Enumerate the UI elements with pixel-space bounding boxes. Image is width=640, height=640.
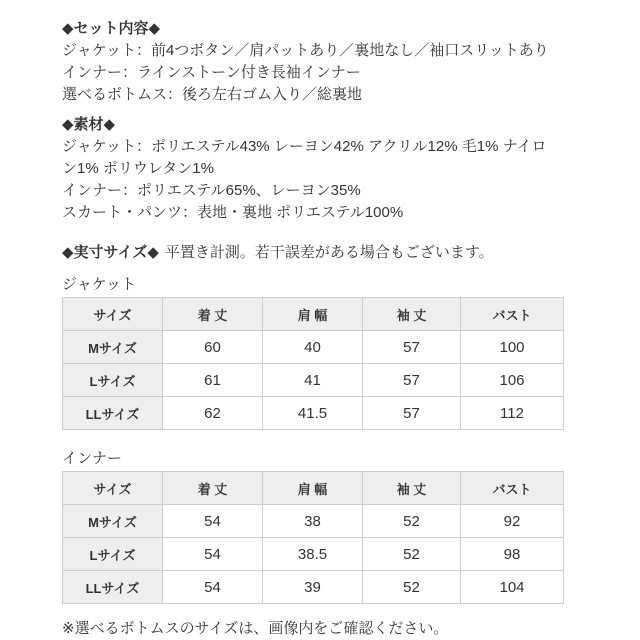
content-area — [62, 18, 558, 640]
measurement-cell: 41.5 — [263, 397, 363, 430]
measurement-cell: 104 — [461, 571, 564, 604]
measurement-note: 平置き計測。若干誤差がある場合もございます。 — [164, 244, 494, 261]
measurement-cell: 52 — [363, 538, 461, 571]
measurement-cell: 112 — [461, 397, 564, 430]
column-header-length: 着 丈 — [163, 298, 263, 331]
jacket-table-label: ジャケット — [62, 276, 136, 293]
size-row-label: LLサイズ — [63, 397, 163, 430]
table-header-row — [63, 298, 564, 331]
measurement-cell: 52 — [363, 571, 461, 604]
measurement-cell: 40 — [263, 331, 363, 364]
measurement-cell: 100 — [461, 331, 564, 364]
set-contents-heading: ◆セット内容◆ — [62, 20, 161, 37]
measurement-cell: 60 — [163, 331, 263, 364]
column-header-shoulder: 肩 幅 — [263, 298, 363, 331]
inner-table-label: インナー — [62, 450, 123, 467]
measurement-cell: 39 — [263, 571, 363, 604]
measurement-cell: 57 — [363, 331, 461, 364]
set-contents-jacket-line: ジャケット：前4つボタン／肩パットあり／裏地なし／袖口スリットあり — [62, 42, 549, 59]
actual-size-heading: ◆実寸サイズ◆ — [62, 244, 159, 261]
section-materials — [62, 114, 558, 224]
measurement-cell: 98 — [461, 538, 564, 571]
column-header-sleeve: 袖 丈 — [363, 298, 461, 331]
measurement-cell: 41 — [263, 364, 363, 397]
table-row — [63, 331, 564, 364]
measurement-cell: 38 — [263, 505, 363, 538]
column-header-sleeve: 袖 丈 — [363, 472, 461, 505]
measurement-cell: 54 — [163, 571, 263, 604]
measurement-cell: 38.5 — [263, 538, 363, 571]
measurement-cell: 57 — [363, 364, 461, 397]
section-set-contents — [62, 18, 558, 106]
measurement-cell: 61 — [163, 364, 263, 397]
measurement-cell: 106 — [461, 364, 564, 397]
size-row-label: Lサイズ — [63, 538, 163, 571]
materials-jacket-line: ジャケット：ポリエステル43% レーヨン42% アクリル12% 毛1% ナイロン1% ポリウレタン1% — [62, 138, 547, 177]
section-actual-sizes — [62, 242, 558, 640]
size-row-label: Mサイズ — [63, 331, 163, 364]
measurement-cell: 52 — [363, 505, 461, 538]
size-row-label: Mサイズ — [63, 505, 163, 538]
jacket-size-table — [62, 297, 564, 430]
actual-size-heading-line — [62, 242, 558, 264]
materials-skirt-pants-line: スカート・パンツ：表地・裏地 ポリエステル100% — [62, 204, 404, 221]
set-contents-inner-line: インナー：ラインストーン付き長袖インナー — [62, 64, 361, 81]
table-row — [63, 505, 564, 538]
table-header-row — [63, 472, 564, 505]
materials-heading: ◆素材◆ — [62, 116, 116, 133]
column-header-size: サイズ — [63, 298, 163, 331]
measurement-cell: 57 — [363, 397, 461, 430]
table-row — [63, 364, 564, 397]
column-header-bust: バスト — [461, 298, 564, 331]
size-row-label: Lサイズ — [63, 364, 163, 397]
column-header-size: サイズ — [63, 472, 163, 505]
measurement-cell: 54 — [163, 505, 263, 538]
table-row — [63, 397, 564, 430]
column-header-shoulder: 肩 幅 — [263, 472, 363, 505]
bottoms-size-note: ※選べるボトムスのサイズは、画像内をご確認ください。 — [62, 620, 449, 637]
table-row — [63, 571, 564, 604]
measurement-cell: 62 — [163, 397, 263, 430]
size-row-label: LLサイズ — [63, 571, 163, 604]
inner-size-table — [62, 471, 564, 604]
column-header-length: 着 丈 — [163, 472, 263, 505]
set-contents-bottoms-line: 選べるボトムス：後ろ左右ゴム入り／総裏地 — [62, 86, 363, 103]
table-row — [63, 538, 564, 571]
measurement-cell: 54 — [163, 538, 263, 571]
measurement-cell: 92 — [461, 505, 564, 538]
column-header-bust: バスト — [461, 472, 564, 505]
materials-inner-line: インナー：ポリエステル65%、レーヨン35% — [62, 182, 361, 199]
